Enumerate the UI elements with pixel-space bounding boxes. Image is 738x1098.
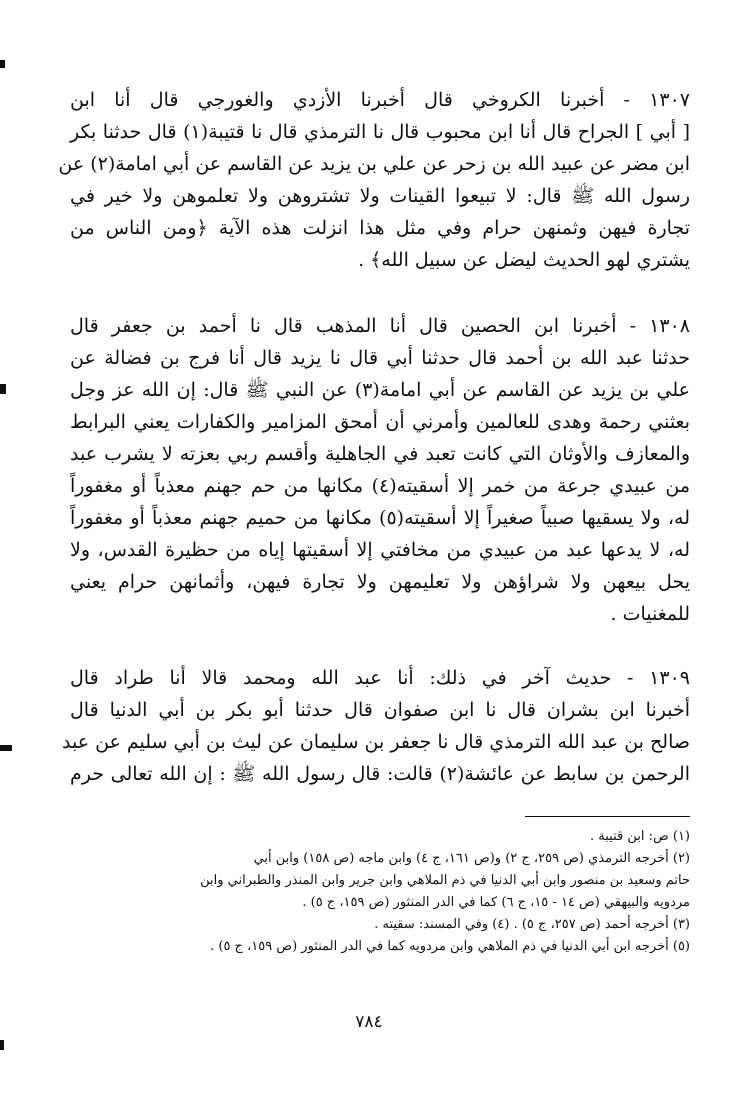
footnote-separator [525,816,690,817]
text-line: له، لا يدعها عبد من عبيدي من مخافتي إلا أسقيتها إياه من حظيرة القدس، ولا [70,539,690,561]
text-line: ١٣٠٩ - حديث آخر في ذلك: أنا عبد الله ومحمد قالا أنا طراد قال [70,667,690,689]
scan-edge-mark [0,745,12,751]
scan-edge-mark [0,60,5,68]
text-line: تجارة فيهن وثمنهن حرام وفي مثل هذا انزلت هذه الآية ﴿ومن الناس من [70,217,690,239]
footnote-2: (٢) أخرجه الترمذي (ص ٢٥٩، ج ٢) و(ص ١٦١، ج ٤) وابن ماجه (ص ١٥٨) وابن أبي [253,851,690,866]
text-line: الرحمن بن سابط عن عائشة(٢) قالت: قال رسول الله ﷺ : إن الله تعالى حرم [70,763,690,785]
paragraph-1309 [61,662,690,790]
page-number: ٧٨٤ [355,1012,383,1032]
text-line: يحل بيعهن ولا شراؤهن ولا تعليمهن ولا تجارة فيهن، وأثمانهن حرام يعني [70,571,690,593]
paragraph-1307 [58,84,690,276]
paragraph-1308 [70,310,690,630]
text-line: يشتري لهو الحديث ليضل عن سبيل الله﴾ . [358,249,690,271]
text-line: أخبرنا ابن بشران قال نا ابن صفوان قال حدثنا أبو بكر بن أبي الدنيا قال [70,699,690,721]
footnote-2-cont: مردويه والبيهقي (ص ١٤ - ١٥، ج ٦) كما في الدر المنثور (ص ١٥٩، ج ٥) . [302,895,690,910]
footnote-3-4: (٣) أخرجه أحمد (ص ٢٥٧، ج ٥) . (٤) وفي المسند: سقيته . [374,917,690,932]
text-line: [ أبي ] الجراح قال أنا ابن محبوب قال نا الترمذي قال نا قتيبة(١) قال حدثنا بكر [70,121,690,143]
text-line: للمغنيات . [610,603,690,625]
text-line: بعثني رحمة وهدى للعالمين وأمرني أن أمحق المزامير والكفارات يعني البرابط [70,411,690,433]
scan-edge-mark [0,1040,4,1050]
text-line: ١٣٠٨ - أخبرنا ابن الحصين قال أنا المذهب قال نا أحمد بن جعفر قال [70,315,690,337]
text-line: حدثنا عبد الله بن أحمد قال حدثنا أبي قال نا يزيد قال أنا فرج بن فضالة عن [70,347,690,369]
text-line: له، ولا يسقيها صبياً صغيراً إلا أسقيته(٥) مكانها من حميم جهنم معذباً أو مغفوراً [70,507,690,529]
text-line: صالح بن عبد الله الترمذي قال نا جعفر بن سليمان عن ليث بن أبي سليم عن عبد [61,731,690,753]
scan-edge-mark [0,384,6,394]
text-line: ابن مضر عن عبيد الله بن زحر عن علي بن يزيد عن القاسم عن أبي امامة(٢) عن [58,153,690,175]
footnote-5: (٥) أخرجه ابن أبي الدنيا في ذم الملاهي وابن مردويه كما في الدر المنثور (ص ١٥٩، ج ٥) . [210,939,690,954]
text-line: ١٣٠٧ - أخبرنا الكروخي قال أخبرنا الأزدي والغورجي قال أنا ابن [70,89,690,111]
footnote-1: (١) ص: ابن قتيبة . [590,829,690,844]
text-line: علي بن يزيد عن القاسم عن أبي امامة(٣) عن النبي ﷺ قال: إن الله عز وجل [70,379,690,401]
text-line: رسول الله ﷺ قال: لا تبيعوا القينات ولا تشتروهن ولا تعلموهن ولا خير في [70,185,690,207]
text-line: من عبيدي جرعة من خمر إلا أسقيته(٤) مكانها من حم جهنم معذباً أو مغفوراً [70,475,690,497]
footnote-2-cont: حاتم وسعيد بن منصور وابن أبي الدنيا في ذم الملاهي وابن جرير وابن المنذر والطبراني وابن [200,873,690,888]
text-line: والمعازف والأوثان التي كانت تعبد في الجاهلية وأقسم ربي بعزته لا يشرب عبد [70,443,690,465]
footnotes [70,826,690,958]
